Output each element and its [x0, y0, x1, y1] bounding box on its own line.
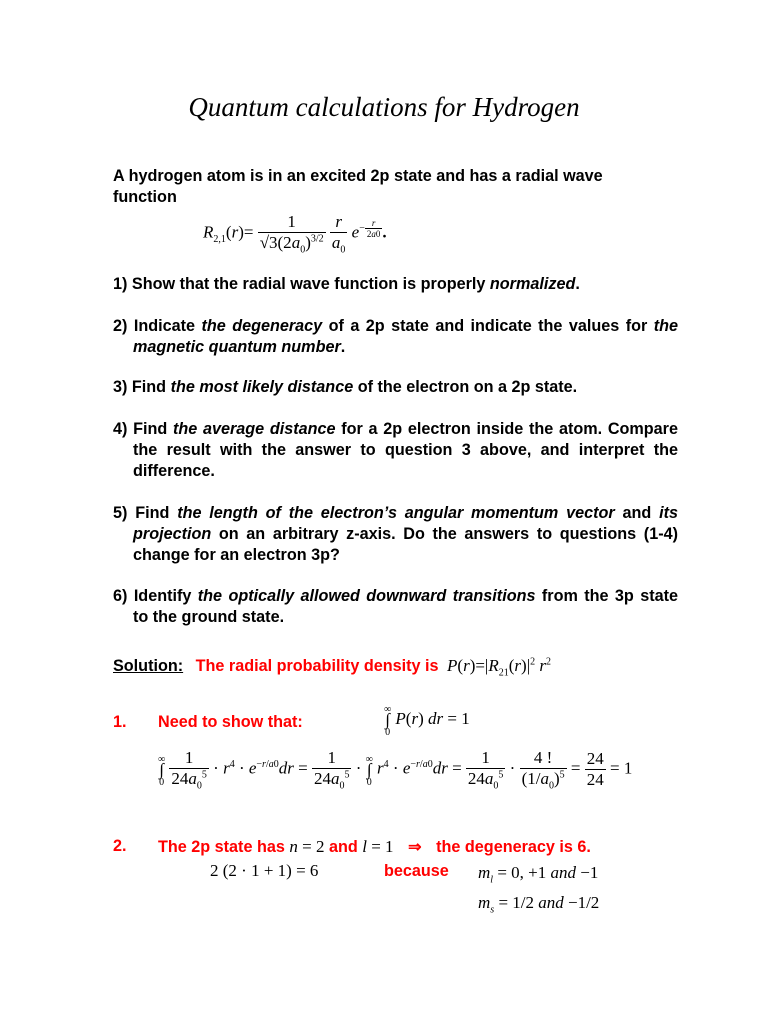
because-label: because	[384, 862, 449, 880]
solution-label: Solution:	[113, 657, 184, 675]
question-6: 6) Identify the optically allowed downward transitions from the 3p state to the ground state.	[113, 587, 679, 626]
question-4: 4) Find the average distance for a 2p electron inside the atom. Compare the result with the answer to question 3 above, and interpret the difference.	[113, 420, 678, 480]
step-1-number: 1.	[113, 713, 127, 731]
step-2-number: 2.	[113, 837, 127, 855]
solution-text: The radial probability density is	[195, 657, 439, 675]
normalization-calculation: ∞ ∫ 0 $\frac{1}{24a_0^5}$ · $r^4 \cdot e^{-r/a0}dr$ = $\frac{1}{24a_0^5}$ · ∞ ∫ 0 $r^4 \cdot e^{-r/a0}dr$ = $\frac{1}{24a_0^5}$ · $\frac{4 !}{(1/a_0)^5}$ = $\frac{24}{24}$ = 1	[158, 748, 633, 792]
question-1: 1) Show that the radial wave function is properly normalized.	[113, 275, 580, 293]
page-title: Quantum calculations for Hydrogen	[188, 92, 580, 122]
radial-wave-function-formula: $R_{2,1}(r)=$ $\frac{1}{√3(2a_0)^{3/2}}$ $\frac{r}{a_0}$ $e^{- \frac{r}{2a0}}$ .	[203, 212, 387, 256]
step-1-text: Need to show that:	[158, 713, 303, 731]
probability-density-formula: $P(r)=|R_{21}(r)|^2$ $r^2$	[447, 656, 551, 679]
intro-text: A hydrogen atom is in an excited 2p state and has a radial wave function	[113, 167, 603, 206]
solution-line	[113, 656, 551, 678]
step-2-line: The 2p state has n = 2 and l = 1 ⇒ the degeneracy is 6.	[158, 837, 591, 856]
normalization-integral: ∞ ∫ 0 P(r) dr = 1	[384, 704, 470, 738]
quantum-numbers: $m_l = 0$, +1 and −1 $m_s = 1/2$ and −1/2	[478, 863, 600, 916]
question-3: 3) Find the most likely distance of the electron on a 2p state.	[113, 378, 578, 396]
degeneracy-calculation: 2 (2 · 1 + 1) = 6	[210, 861, 319, 880]
question-5: 5) Find the length of the electron’s angular momentum vector and its projection on an arbitrary z-axis. Do the answers to questions (1-4) change for an electron 3p?	[113, 504, 678, 564]
question-2: 2) Indicate the degeneracy of a 2p state and indicate the values for the magnetic quantum number.	[113, 317, 679, 356]
